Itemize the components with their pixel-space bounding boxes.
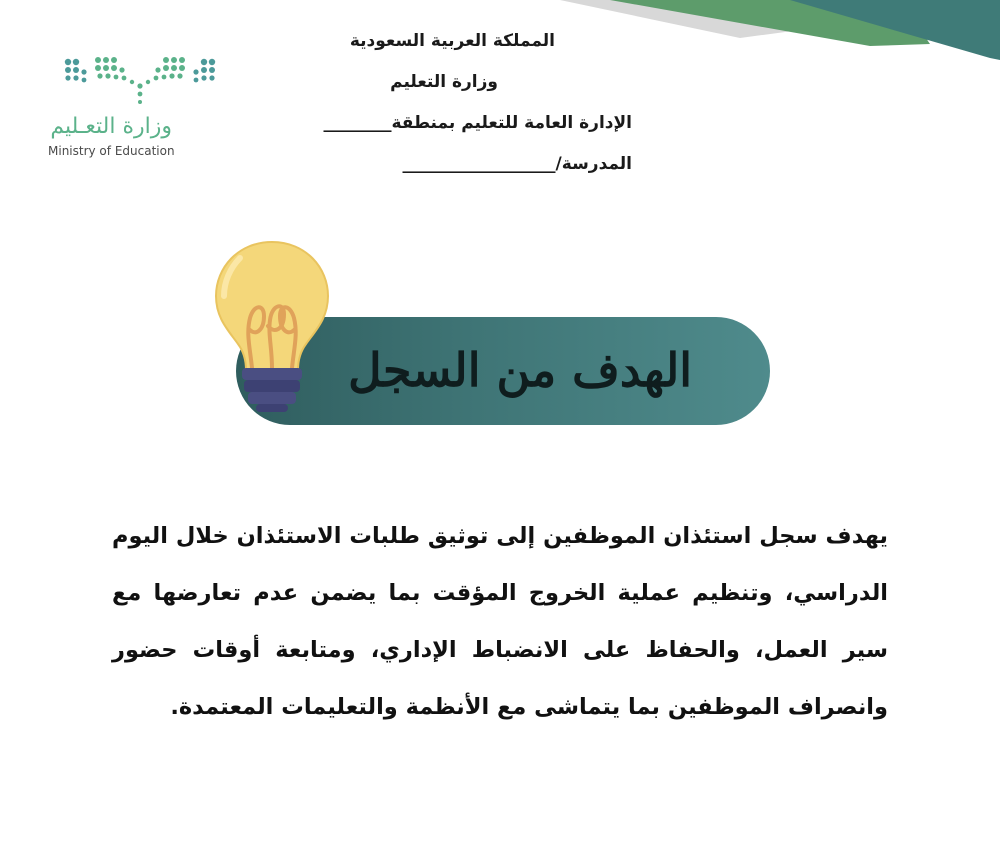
kingdom-line: المملكة العربية السعودية: [349, 31, 555, 51]
ministry-line: وزارة التعليم: [390, 72, 498, 92]
logo-arabic-name: وزارة التعـليم: [50, 114, 172, 139]
ministry-logo: [36, 48, 236, 170]
banner-title: الهدف من السجل: [348, 343, 692, 397]
purpose-paragraph: يهدف سجل استئذان الموظفين إلى توثيق طلبات الاستئذان خلال اليوم الدراسي، وتنظيم عملية الخروج المؤقت بما يضمن عدم تعارضها مع سير العمل، والحفاظ على الانضباط الإداري، ومتابعة أوقات حضور وانصراف الموظفين بما يتماشى مع الأنظمة والتعليمات المعتمدة.: [112, 523, 888, 720]
lightbulb-icon: [210, 238, 334, 416]
directorate-line: الإدارة العامة للتعليم بمنطقة________: [323, 113, 632, 133]
logo-dots-icon: [36, 48, 236, 118]
document-header: [252, 24, 632, 188]
logo-english-name: Ministry of Education: [48, 144, 175, 158]
school-line: المدرسة/__________________: [402, 154, 632, 174]
